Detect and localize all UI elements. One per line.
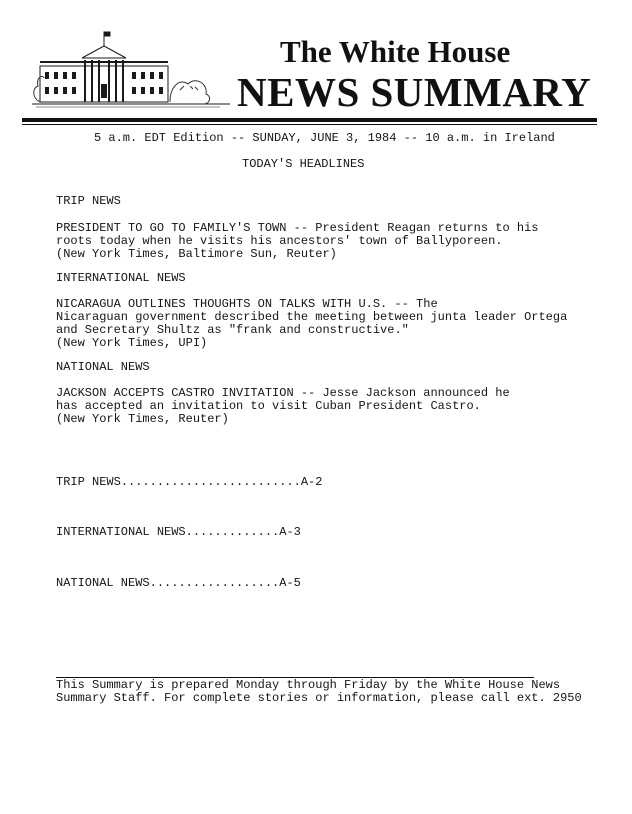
section-heading-national-news: NATIONAL NEWS — [56, 360, 150, 374]
white-house-illustration — [30, 28, 230, 112]
masthead-title-line1: The White House — [280, 34, 511, 69]
national-news-line: has accepted an invitation to visit Cuban President Castro. — [56, 399, 481, 413]
index-dots: ......................... — [120, 475, 301, 489]
index-label: NATIONAL NEWS — [56, 576, 150, 590]
footer-line2: Summary Staff. For complete stories or information, please call ext. 2950 — [56, 691, 582, 705]
masthead-rule-thick — [22, 118, 597, 122]
index-page: A-5 — [279, 576, 301, 590]
international-news-line: NICARAGUA OUTLINES THOUGHTS ON TALKS WITH U.S. -- The — [56, 297, 438, 311]
index-dots: ............. — [185, 525, 280, 539]
trip-news-line: PRESIDENT TO GO TO FAMILY'S TOWN -- President Reagan returns to his — [56, 221, 539, 235]
index-entry-international-news — [56, 526, 301, 539]
section-heading-international-news: INTERNATIONAL NEWS — [56, 271, 186, 285]
index-label: INTERNATIONAL NEWS — [56, 525, 186, 539]
section-heading-trip-news: TRIP NEWS — [56, 194, 121, 208]
index-entry-national-news — [56, 577, 301, 590]
index-label: TRIP NEWS — [56, 475, 121, 489]
international-news-source: (New York Times, UPI) — [56, 336, 208, 350]
edition-line: 5 a.m. EDT Edition -- SUNDAY, JUNE 3, 1984 -- 10 a.m. in Ireland — [94, 131, 555, 145]
national-news-source: (New York Times, Reuter) — [56, 412, 229, 426]
index-page: A-3 — [279, 525, 301, 539]
index-dots: .................. — [149, 576, 280, 590]
headlines-heading: TODAY'S HEADLINES — [242, 157, 365, 171]
index-entry-trip-news — [56, 476, 322, 489]
index-page: A-2 — [300, 475, 323, 489]
international-news-line: Nicaraguan government described the meeting between junta leader Ortega — [56, 310, 568, 324]
trip-news-source: (New York Times, Baltimore Sun, Reuter) — [56, 247, 337, 261]
national-news-line: JACKSON ACCEPTS CASTRO INVITATION -- Jesse Jackson announced he — [56, 386, 510, 400]
masthead-title-line2: NEWS SUMMARY — [237, 69, 592, 115]
trip-news-line: roots today when he visits his ancestors' town of Ballyporeen. — [56, 234, 503, 248]
masthead-rule-thin — [22, 124, 597, 125]
international-news-line: and Secretary Shultz as "frank and constructive." — [56, 323, 409, 337]
footer-line1: This Summary is prepared Monday through Friday by the White House News — [56, 678, 561, 692]
